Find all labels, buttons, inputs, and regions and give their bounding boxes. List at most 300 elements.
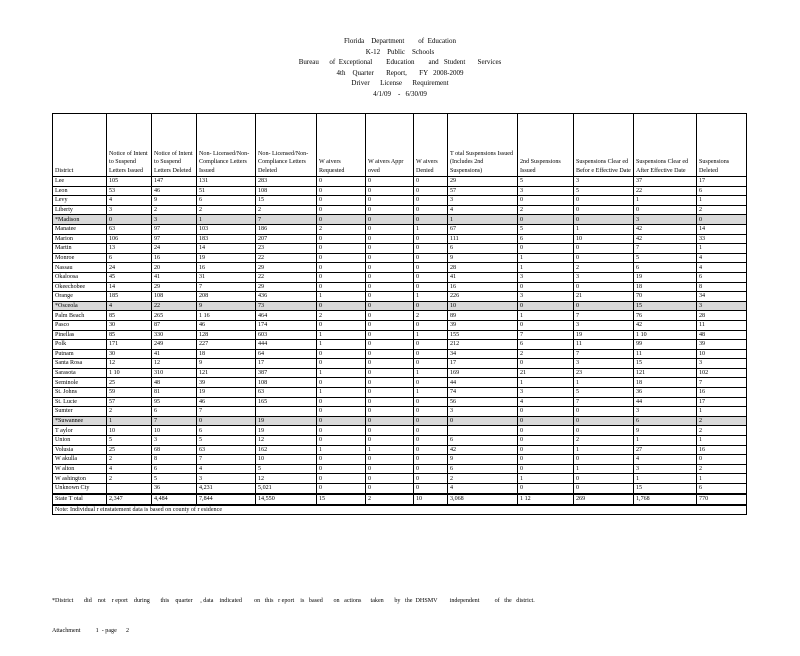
table-cell: 24 — [152, 244, 197, 254]
table-cell: 0 — [366, 292, 414, 302]
column-header: W aivers Appr oved — [366, 114, 414, 177]
total-label: State T otal — [53, 494, 107, 505]
table-cell: 5 — [634, 253, 697, 263]
table-cell: 22 — [634, 186, 697, 196]
table-cell: 0 — [518, 455, 574, 465]
total-cell: 1 12 — [518, 494, 574, 505]
table-cell: 0 — [317, 320, 366, 330]
table-cell: 28 — [697, 311, 747, 321]
table-cell: 0 — [317, 234, 366, 244]
table-cell: 4 — [518, 397, 574, 407]
table-cell: 0 — [574, 205, 634, 215]
column-header: Notice of Intent to Suspend Letters Deleted — [152, 114, 197, 177]
total-cell: 1,768 — [634, 494, 697, 505]
district-name: Leon — [53, 186, 107, 196]
table-cell: 108 — [152, 292, 197, 302]
table-cell: 28 — [448, 263, 518, 273]
district-name: Martin — [53, 244, 107, 254]
table-cell: 12 — [256, 436, 317, 446]
table-cell: 0 — [317, 196, 366, 206]
table-cell: 6 — [448, 244, 518, 254]
table-cell: 0 — [414, 397, 448, 407]
table-cell: 0 — [697, 215, 747, 225]
table-cell: 0 — [414, 349, 448, 359]
district-name: Volusia — [53, 445, 107, 455]
table-cell: 42 — [634, 234, 697, 244]
table-cell: 3 — [634, 464, 697, 474]
table-cell: 18 — [634, 282, 697, 292]
table-cell: 0 — [518, 215, 574, 225]
table-cell: 0 — [317, 215, 366, 225]
table-cell: 0 — [317, 253, 366, 263]
table-cell: 16 — [697, 388, 747, 398]
table-cell: 1 — [414, 368, 448, 378]
table-cell: 87 — [152, 320, 197, 330]
table-cell: 0 — [414, 426, 448, 436]
table-cell: 34 — [448, 349, 518, 359]
table-cell: 3 — [697, 359, 747, 369]
table-cell: 57 — [448, 186, 518, 196]
table-cell: 97 — [152, 234, 197, 244]
total-cell: 7,844 — [197, 494, 256, 505]
table-cell: 16 — [448, 282, 518, 292]
header-bureau: Bureau of Exceptional Education and Student Services — [298, 58, 502, 67]
table-cell: 1 — [574, 445, 634, 455]
table-cell: 5 — [518, 224, 574, 234]
table-cell: 10 — [448, 301, 518, 311]
table-cell: 15 — [634, 301, 697, 311]
district-name: Union — [53, 436, 107, 446]
table-cell: 63 — [197, 445, 256, 455]
table-cell: 108 — [256, 186, 317, 196]
district-name: Lee — [53, 177, 107, 187]
table-cell: 12 — [256, 474, 317, 484]
table-cell: 3 — [518, 272, 574, 282]
table-cell: 4 — [197, 464, 256, 474]
table-cell: 85 — [107, 311, 152, 321]
table-cell: 0 — [634, 205, 697, 215]
table-cell: 121 — [197, 368, 256, 378]
table-cell: 0 — [574, 455, 634, 465]
table-cell: 14 — [107, 282, 152, 292]
table-cell: 4 — [107, 196, 152, 206]
table-cell: 11 — [574, 340, 634, 350]
table-cell: 6 — [697, 186, 747, 196]
table-cell: 5,021 — [256, 484, 317, 494]
table-cell: 0 — [518, 436, 574, 446]
table-cell: 0 — [518, 445, 574, 455]
table-cell: 57 — [107, 397, 152, 407]
table-cell: 21 — [518, 368, 574, 378]
table-cell: 6 — [197, 196, 256, 206]
table-cell: 29 — [256, 282, 317, 292]
table-cell: 3 — [152, 215, 197, 225]
table-cell: 7 — [197, 282, 256, 292]
table-cell: 15 — [634, 359, 697, 369]
table-cell: 1 — [518, 311, 574, 321]
table-cell: 18 — [197, 349, 256, 359]
table-cell: 0 — [317, 359, 366, 369]
table-cell: 106 — [107, 234, 152, 244]
table-cell: 186 — [256, 224, 317, 234]
column-header: District — [53, 114, 107, 177]
district-footnote: *District did not r eport during this quarter , data indicated on this r eport is based on actions taken by the DHSMV independent of the district. — [52, 598, 535, 604]
table-cell: 6 — [634, 416, 697, 426]
table-cell: 0 — [366, 253, 414, 263]
table-cell: 0 — [574, 407, 634, 417]
district-name: Liberty — [53, 205, 107, 215]
total-cell: 269 — [574, 494, 634, 505]
table-cell: 1 — [414, 388, 448, 398]
total-cell: 15 — [317, 494, 366, 505]
table-cell: 0 — [366, 436, 414, 446]
table-cell: 0 — [366, 301, 414, 311]
table-cell: 0 — [366, 388, 414, 398]
table-cell: 74 — [448, 388, 518, 398]
district-name: Putnam — [53, 349, 107, 359]
table-cell: 0 — [366, 378, 414, 388]
table-cell: 0 — [414, 234, 448, 244]
table-cell: 2 — [107, 474, 152, 484]
table-row — [53, 426, 747, 436]
table-row — [53, 455, 747, 465]
table-cell: 0 — [366, 224, 414, 234]
table-cell: 63 — [256, 388, 317, 398]
table-row — [53, 378, 747, 388]
table-cell: 3 — [152, 436, 197, 446]
table-cell: 19 — [197, 253, 256, 263]
table-cell: 6 — [448, 464, 518, 474]
table-row — [53, 474, 747, 484]
district-name: Unknown Cty — [53, 484, 107, 494]
table-cell: 12 — [152, 359, 197, 369]
total-cell: 770 — [697, 494, 747, 505]
table-cell: 59 — [107, 388, 152, 398]
table-cell: 0 — [414, 177, 448, 187]
table-cell: 1 — [414, 224, 448, 234]
table-cell: 1 — [518, 378, 574, 388]
table-cell: 2 — [448, 474, 518, 484]
table-cell: 9 — [634, 426, 697, 436]
table-cell: 0 — [317, 186, 366, 196]
table-cell: 6 — [518, 340, 574, 350]
table-cell: 226 — [448, 292, 518, 302]
table-cell: 25 — [107, 445, 152, 455]
table-cell: 19 — [256, 416, 317, 426]
table-cell: 39 — [448, 320, 518, 330]
table-cell: 0 — [414, 253, 448, 263]
table-cell: 5 — [107, 436, 152, 446]
column-header: Suspensions Clear ed After Effective Date — [634, 114, 697, 177]
table-row — [53, 349, 747, 359]
table-cell: 1 — [317, 368, 366, 378]
table-cell: 48 — [697, 330, 747, 340]
table-cell: 0 — [518, 484, 574, 494]
table-row — [53, 368, 747, 378]
report-header — [0, 36, 800, 100]
table-cell: 174 — [256, 320, 317, 330]
table-row — [53, 186, 747, 196]
table-cell: 5 — [152, 474, 197, 484]
table-cell: 1 — [414, 330, 448, 340]
table-cell: 6 — [518, 234, 574, 244]
table-row — [53, 330, 747, 340]
table-cell: 29 — [256, 263, 317, 273]
table-cell: 34 — [697, 292, 747, 302]
table-cell: 0 — [107, 215, 152, 225]
table-cell: 48 — [152, 378, 197, 388]
table-cell: 22 — [256, 272, 317, 282]
table-cell: 5 — [574, 388, 634, 398]
table-cell: 1 — [107, 416, 152, 426]
table-cell: 0 — [366, 186, 414, 196]
column-header: Non- Licensed/Non- Compliance Letters Issued — [197, 114, 256, 177]
table-cell: 4 — [107, 301, 152, 311]
table-cell: 0 — [414, 263, 448, 273]
table-cell: 0 — [518, 301, 574, 311]
table-cell: 0 — [317, 177, 366, 187]
table-row — [53, 436, 747, 446]
table-cell: 283 — [256, 177, 317, 187]
table-cell: 30 — [107, 349, 152, 359]
table-cell: 2 — [518, 205, 574, 215]
district-name: *Suwannee — [53, 416, 107, 426]
table-cell: 5 — [574, 186, 634, 196]
table-cell: 0 — [574, 484, 634, 494]
table-cell: 10 — [574, 234, 634, 244]
table-cell: 3 — [634, 215, 697, 225]
table-cell: 0 — [197, 416, 256, 426]
table-cell: 15 — [634, 484, 697, 494]
table-cell: 70 — [634, 292, 697, 302]
table-cell: 310 — [152, 368, 197, 378]
table-row — [53, 215, 747, 225]
table-cell: 37 — [634, 177, 697, 187]
residence-note: Note: Individual r einstatement data is based on county of r esidence — [53, 505, 747, 515]
table-cell: 2 — [697, 416, 747, 426]
table-cell: 44 — [634, 397, 697, 407]
table-cell — [448, 426, 518, 436]
table-cell: 2 — [518, 349, 574, 359]
table-cell: 16 — [152, 253, 197, 263]
table-cell: 7 — [574, 311, 634, 321]
table-cell: 0 — [518, 464, 574, 474]
table-cell: 4 — [448, 484, 518, 494]
district-name: Sumter — [53, 407, 107, 417]
table-cell: 31 — [197, 272, 256, 282]
table-cell: 0 — [414, 464, 448, 474]
table-cell: 330 — [152, 330, 197, 340]
table-cell: 2 — [197, 205, 256, 215]
district-name: Marion — [53, 234, 107, 244]
table-cell: 99 — [634, 340, 697, 350]
table-cell: 16 — [697, 445, 747, 455]
column-header: T otal Suspensions Issued (Includes 2nd Suspensions) — [448, 114, 518, 177]
table-cell: 0 — [414, 378, 448, 388]
table-cell: 10 — [697, 349, 747, 359]
table-body — [53, 177, 747, 494]
table-cell: 2 — [574, 436, 634, 446]
district-name: Levy — [53, 196, 107, 206]
table-cell: 63 — [107, 224, 152, 234]
table-cell: 3 — [574, 320, 634, 330]
table-row — [53, 205, 747, 215]
table-cell: 46 — [197, 320, 256, 330]
table-cell: 1 — [518, 474, 574, 484]
table-cell: 17 — [697, 397, 747, 407]
table-cell: 1 — [697, 244, 747, 254]
table-cell: 1 — [448, 215, 518, 225]
table-cell: 0 — [317, 301, 366, 311]
table-cell: 21 — [574, 292, 634, 302]
table-cell: 436 — [256, 292, 317, 302]
total-cell: 4,484 — [152, 494, 197, 505]
table-cell: 7 — [197, 455, 256, 465]
table-cell: 207 — [256, 234, 317, 244]
table-cell: 16 — [197, 263, 256, 273]
note-row — [53, 505, 747, 515]
table-cell: 3 — [518, 186, 574, 196]
table-cell: 265 — [152, 311, 197, 321]
table-cell: 0 — [366, 455, 414, 465]
table-cell: 0 — [574, 416, 634, 426]
table-cell: 0 — [366, 196, 414, 206]
table-cell: 0 — [574, 301, 634, 311]
table-row — [53, 282, 747, 292]
header-period: 4/1/09 - 6/30/09 — [373, 89, 427, 98]
table-cell: 0 — [317, 484, 366, 494]
table-cell: 1 — [518, 253, 574, 263]
table-cell: 0 — [414, 359, 448, 369]
table-cell: 4 — [634, 455, 697, 465]
district-name: W alton — [53, 464, 107, 474]
table-cell: 108 — [256, 378, 317, 388]
table-cell: 6 — [197, 426, 256, 436]
district-name: T aylor — [53, 426, 107, 436]
table-cell: 7 — [634, 244, 697, 254]
table-cell: 0 — [366, 272, 414, 282]
table-cell: 0 — [317, 416, 366, 426]
table-cell: 0 — [574, 196, 634, 206]
table-cell: 2 — [697, 426, 747, 436]
table-cell: 3 — [107, 205, 152, 215]
table-cell: 39 — [697, 340, 747, 350]
table-cell: 0 — [366, 416, 414, 426]
table-cell: 1 — [574, 464, 634, 474]
table-cell: 0 — [414, 205, 448, 215]
table-cell: 0 — [366, 177, 414, 187]
column-header: W aivers Denied — [414, 114, 448, 177]
table-cell: 42 — [634, 320, 697, 330]
district-name: Santa Rosa — [53, 359, 107, 369]
table-cell: 1 — [414, 292, 448, 302]
table-cell: 0 — [366, 330, 414, 340]
table-cell: 1 — [697, 407, 747, 417]
table-cell: 0 — [574, 244, 634, 254]
column-header: Notice of Intent to Suspend Letters Issued — [107, 114, 152, 177]
table-cell: 5 — [518, 177, 574, 187]
table-cell: 0 — [518, 359, 574, 369]
table-cell: 1 10 — [634, 330, 697, 340]
table-cell: 0 — [414, 244, 448, 254]
table-cell: 3 — [574, 177, 634, 187]
table-cell: 67 — [448, 224, 518, 234]
table-cell: 0 — [448, 416, 518, 426]
table-cell: 89 — [448, 311, 518, 321]
table-cell: 0 — [366, 263, 414, 273]
table-cell: 4 — [107, 464, 152, 474]
table-cell: 0 — [366, 234, 414, 244]
table-cell: 0 — [366, 464, 414, 474]
table-cell — [256, 407, 317, 417]
table-cell: 111 — [448, 234, 518, 244]
table-cell: 85 — [107, 330, 152, 340]
table-cell: 3 — [518, 388, 574, 398]
table-cell: 0 — [414, 272, 448, 282]
table-cell: 0 — [414, 455, 448, 465]
header-agency: Florida Department of Education — [344, 37, 456, 45]
table-cell: 73 — [256, 301, 317, 311]
header-schools: K-12 Public Schools — [365, 47, 435, 56]
table-cell: 1 — [634, 436, 697, 446]
district-name: Pasco — [53, 320, 107, 330]
table-cell: 2 — [317, 224, 366, 234]
table-cell: 22 — [256, 253, 317, 263]
table-cell: 9 — [448, 253, 518, 263]
table-cell: 0 — [317, 455, 366, 465]
table-cell: 165 — [256, 397, 317, 407]
table-cell: 103 — [197, 224, 256, 234]
column-header: 2nd Suspensions Issued — [518, 114, 574, 177]
column-header: Suspensions Clear ed Befor e Effective Date — [574, 114, 634, 177]
table-cell: 0 — [317, 205, 366, 215]
table-cell: 17 — [448, 359, 518, 369]
table-cell: 0 — [414, 407, 448, 417]
table-cell: 0 — [414, 282, 448, 292]
total-cell: 3,068 — [448, 494, 518, 505]
table-cell: 0 — [366, 349, 414, 359]
table-cell: 19 — [197, 388, 256, 398]
table-cell: 12 — [107, 359, 152, 369]
table-cell: 0 — [366, 244, 414, 254]
table-cell: 6 — [107, 253, 152, 263]
district-name: Polk — [53, 340, 107, 350]
table-cell: 30 — [107, 320, 152, 330]
table-cell: 1 — [518, 263, 574, 273]
table-cell: 9 — [197, 301, 256, 311]
table-cell: 0 — [317, 407, 366, 417]
district-name: Sarasota — [53, 368, 107, 378]
table-cell: 1 10 — [107, 368, 152, 378]
table-cell: 0 — [574, 253, 634, 263]
table-cell: 102 — [697, 368, 747, 378]
table-cell: 6 — [448, 436, 518, 446]
table-cell: 22 — [152, 301, 197, 311]
table-cell: 11 — [634, 349, 697, 359]
table-cell: 0 — [317, 464, 366, 474]
table-row — [53, 484, 747, 494]
table-cell: 7 — [197, 407, 256, 417]
table-cell: 64 — [256, 349, 317, 359]
table-cell: 29 — [152, 282, 197, 292]
table-row — [53, 244, 747, 254]
column-header: W aivers Requested — [317, 114, 366, 177]
table-cell: 8 — [152, 455, 197, 465]
table-cell: 0 — [317, 474, 366, 484]
table-row — [53, 224, 747, 234]
table-cell: 1 — [634, 474, 697, 484]
table-cell: 2 — [697, 205, 747, 215]
